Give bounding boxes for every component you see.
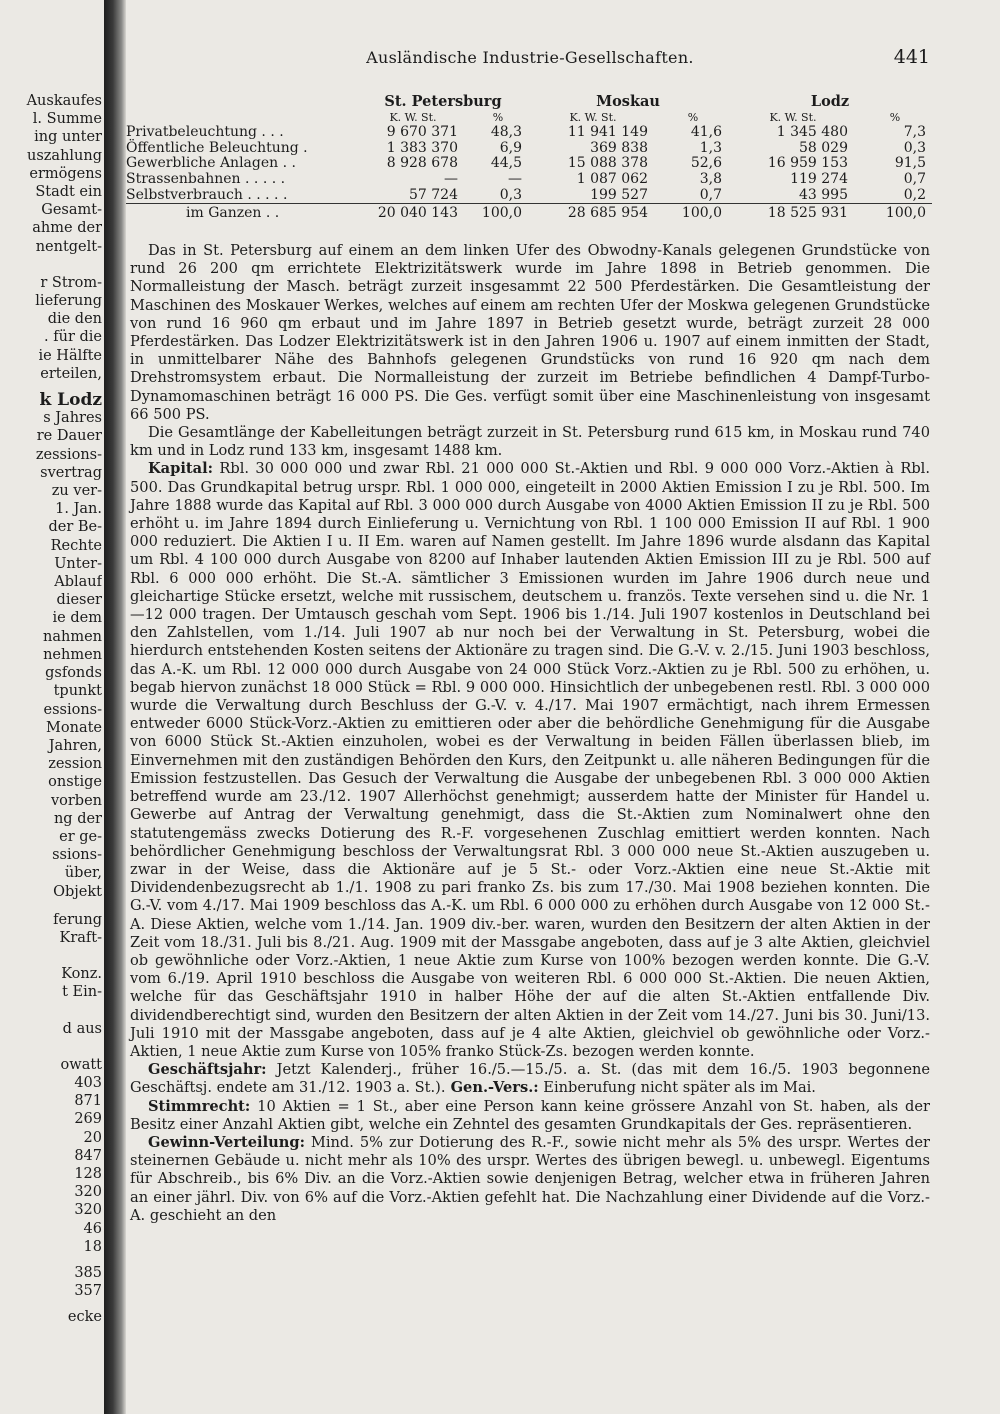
margin-fragment-line: Jahren, — [48, 737, 102, 754]
margin-fragment-line: über, — [64, 865, 102, 882]
cell-lodz-kws: 1 345 480 — [776, 124, 848, 141]
margin-fragment-line: Objekt — [53, 883, 102, 900]
margin-fragment-line: 357 — [74, 1283, 102, 1300]
margin-fragment-line: onstige — [48, 774, 102, 791]
article-body — [130, 242, 930, 1225]
unit-pct: % — [492, 110, 504, 124]
cell-spb-pct: 0,3 — [499, 186, 522, 203]
margin-fragment-line: nentgelt- — [35, 238, 102, 255]
paragraph-lead: Stimmrecht: — [148, 1097, 251, 1115]
margin-fragment-line: ermögens — [29, 165, 102, 182]
margin-fragment-line: l. Summe — [32, 111, 102, 128]
margin-fragment-line: der Be- — [48, 519, 102, 536]
running-title: Ausländische Industrie-Gesellschaften. — [366, 48, 694, 67]
margin-fragment-line: dieser — [56, 592, 102, 609]
paragraph-lead: Geschäftsjahr: — [148, 1061, 267, 1079]
margin-fragment-line: ie Hälfte — [38, 347, 102, 364]
total-lodz-pct: 100,0 — [858, 204, 932, 222]
cell-spb-kws: 1 383 370 — [386, 139, 458, 156]
margin-fragment-line: tpunkt — [53, 683, 102, 700]
margin-fragment-line: Auskaufes — [26, 93, 102, 109]
row-label: Privatbeleuchtung . . . — [126, 124, 284, 141]
total-spb-kws: 20 040 143 — [358, 204, 468, 222]
cell-spb-pct: 44,5 — [490, 155, 522, 172]
row-label: Strassenbahnen . . . . . — [126, 170, 286, 187]
margin-fragment-line: 385 — [74, 1264, 102, 1281]
margin-fragment-line: 320 — [74, 1184, 102, 1201]
city-header-stpetersburg: St. Petersburg — [384, 93, 502, 110]
unit-kws: K. W. St. — [389, 110, 437, 124]
margin-fragment-line: ng der — [53, 810, 102, 827]
margin-fragment-line: 18 — [83, 1238, 102, 1255]
cell-lodz-kws: 119 274 — [790, 170, 848, 187]
cell-lodz-kws: 43 995 — [799, 186, 848, 203]
table-row — [126, 156, 932, 172]
table-city-header-row — [126, 94, 932, 110]
cell-spb-kws: 9 670 371 — [386, 124, 458, 141]
cell-lodz-pct: 91,5 — [894, 155, 926, 172]
paragraph-stimmrecht — [130, 1098, 930, 1134]
paragraph-works — [130, 242, 930, 424]
cell-lodz-pct: 0,7 — [903, 170, 926, 187]
margin-fragment-line: 20 — [83, 1129, 102, 1146]
unit-kws: K. W. St. — [769, 110, 817, 124]
unit-kws: K. W. St. — [569, 110, 617, 124]
paragraph-text: Die Gesamtlänge der Kabelleitungen beträgt zurzeit in St. Petersburg rund 615 km, in Moskau rund 740 km und in Lodz rund 133 km, insgesamt 1488 km. — [130, 424, 930, 460]
cell-spb-pct: — — [508, 170, 522, 187]
row-label: Selbstverbrauch . . . . . — [126, 186, 288, 203]
margin-fragment-line: vorben — [50, 792, 102, 809]
cell-lodz-pct: 0,3 — [903, 139, 926, 156]
cell-msk-kws: 1 087 062 — [576, 170, 648, 187]
paragraph-text: Das in St. Petersburg auf einem an dem linken Ufer des Obwodny-Kanals gelegenen Grundstücke von rund 26 200 qm errichtete Elektrizitätswerk wurde im Jahre 1898 in Betrieb genommen. Die Normalleistung der Masch. beträgt zurzeit insgesammt 22 500 Pferdestärken. Die Gesamtleistung der Maschinen des Moskauer Werkes, welches auf einem am rechten Ufer der Moskwa gelegenen Grundstücke von rund 16 960 qm erbaut und im Jahre 1897 in Betrieb gesetzt wurde, beträgt zurzeit 28 000 Pferdestärken. Das Lodzer Elektrizitätswerk ist in den Jahren 1906 u. 1907 auf einem inmitten der Stadt, in unmittelbarer Nähe des Bahnhofs gelegenen Grundstücks von rund 16 920 qm nach dem Drehstromsystem erbaut. Die Normalleistung der zurzeit im Betriebe befindlichen 4 Dampf-Turbo-Dynamomaschinen beträgt 16 000 PS. Die Ges. verfügt somit über eine Maschinenleistung von insgesamt 66 500 PS. — [130, 242, 930, 423]
margin-fragment-line: gsfonds — [45, 665, 102, 682]
margin-fragment-line: Monate — [46, 719, 102, 736]
margin-fragment-line: uszahlung — [27, 147, 102, 164]
margin-fragment-line: . für die — [44, 329, 102, 346]
unit-pct: % — [889, 110, 901, 124]
cell-msk-pct: 41,6 — [690, 124, 722, 141]
paragraph-lead: Gewinn-Verteilung: — [148, 1133, 305, 1151]
margin-fragment-line: 128 — [74, 1165, 102, 1182]
margin-fragment-line: zession — [48, 756, 102, 773]
margin-fragment-line: Ablauf — [54, 574, 102, 591]
margin-fragment-line: t Ein- — [62, 984, 102, 1001]
cell-msk-pct: 1,3 — [699, 139, 722, 156]
cell-msk-pct: 3,8 — [699, 170, 722, 187]
margin-fragment-line: 320 — [74, 1202, 102, 1219]
table-row — [126, 172, 932, 188]
margin-fragment-line: owatt — [60, 1056, 102, 1073]
paragraph-text: Jetzt Kalenderj., früher 16./5.—15./5. a. St. (das mit dem 16./5. 1903 begonnene Geschäftsj. endete am 31./12. 1903 a. St.). — [130, 1061, 930, 1097]
total-label: im Ganzen . . — [126, 204, 358, 222]
cell-msk-pct: 0,7 — [699, 186, 722, 203]
paragraph-lead-genvers: Gen.-Vers.: — [445, 1079, 539, 1097]
cell-spb-pct: 48,3 — [490, 124, 522, 141]
margin-fragment-line: ahme der — [32, 220, 102, 237]
margin-fragment-line: essions- — [43, 701, 102, 718]
cell-msk-kws: 369 838 — [590, 139, 648, 156]
margin-fragment-line: ferung — [53, 911, 102, 928]
margin-fragment-line: zu ver- — [51, 483, 102, 500]
margin-fragment-line: 269 — [74, 1111, 102, 1128]
city-header-moskau: Moskau — [596, 93, 660, 110]
paragraph-text: Einberufung nicht später als im Mai. — [538, 1079, 816, 1097]
margin-fragment-line: svertrag — [40, 464, 102, 481]
paragraph-text: Rbl. 30 000 000 und zwar Rbl. 21 000 000 St.-Aktien und Rbl. 9 000 000 Vorz.-Aktien à Rbl. 500. Das Grundkapital betrug urspr. Rbl. 1 000 000, eingeteilt in 2000 Aktien Emission I zu je Rbl. 500. Im Jahre 1888 wurde das Kapital auf Rbl. 3 000 000 durch Ausgabe von 4000 Aktien Emission II zu je Rbl. 500 erhöht u. im Jahre 1894 durch Einlieferung u. Vernichtung von Rbl. 1 100 000 Emission II auf Rbl. 1 900 000 reduziert. Die Aktien I u. II Em. waren auf Namen gestellt. Im Jahre 1896 wurde alsdann das Kapital um Rbl. 4 100 000 durch Ausgabe von 8200 auf Inhaber lautenden Aktien Emission III zu je Rbl. 500 auf Rbl. 6 000 000 erhöht. Die St.-A. sämtlicher 3 Emissionen wurden im Jahre 1906 durch neue und gleichartige Stücke ersetzt, welche mit russischem, deutschem u. französ. Texte versehen sind u. die Nr. 1—12 000 tragen. Der Umtausch geschah vom Sept. 1906 bis 1./14. Juli 1907 kostenlos in Deutschland bei den Zahlstellen, vom 1./14. Juli 1907 ab nur noch bei der Verwaltung in St. Petersburg, wobei die hierdurch entstehenden Kosten seitens der Aktionäre zu tragen sind. Die G.-V. v. 2./15. Juni 1903 beschloss, das A.-K. um Rbl. 12 000 000 durch Ausgabe von 24 000 Stück Vorz.-Aktien zu je Rbl. 500 zu erhöhen, u. begab hiervon zunächst 18 000 Stück = Rbl. 9 000 000. Hinsichtlich der unbegebenen restl. Rbl. 3 000 000 wurde die Verwaltung durch Beschluss der G.-V. v. 4./17. Mai 1907 ermächtigt, nach ihrem Ermessen entweder 6000 Stück-Vorz.-Aktien zu emittieren oder aber die behördliche Genehmigung für die Ausgabe von 6000 Stück St.-Aktien einzuholen, wobei es der Verwaltung in beiden Fällen überlassen blieb, im Einvernehmen mit den zuständigen Behörden den Kurs, den Zeitpunkt u. alle näheren Bedingungen für die Emission festzustellen. Das Gesuch der Verwaltung die Ausgabe der unbegebenen Rbl. 3 000 000 Aktien betreffend wurde am 23./12. 1907 Allerhöchst genehmigt; ausserdem hatte der Minister für Handel u. Gewerbe auf Antrag der Verwaltung genehmigt, dass die St.-Aktien zum Nominalwert ohne den statutengemäss zwecks Dotierung des R.-F. vorgesehenen Zuschlag emittiert werden konnten. Nach behördlicher Genehmigung beschloss der Verwaltungsrat Rbl. 3 000 000 neue St.-Aktien auszugeben u. zwar in der Weise, dass die Aktionäre auf je 5 St.- oder Vorz.-Aktien eine neue St.-Aktie mit Dividendenbezugsrecht ab 1./1. 1908 zu pari franko Zs. bis zum 17./30. Mai 1908 beziehen konnten. Die G.-V. vom 4./17. Mai 1909 beschloss das A.-K. um Rbl. 6 000 000 zu erhöhen durch Ausgabe von 12 000 St.-A. Diese Aktien, welche vom 1./14. Jan. 1909 div.-ber. waren, wurden den Besitzern der alten Aktien in der Zeit vom 18./31. Juli bis 8./21. Aug. 1909 mit der Massgabe angeboten, dass auf je 3 alte Aktien, gleichviel ob gewöhnliche oder Vorz.-Aktien, 1 neue Aktie zum Kurse von 100% bezogen werden konnte. Die G.-V. vom 6./19. April 1910 beschloss die Ausgabe von weiteren Rbl. 6 000 000 St.-Aktien. Die neuen Aktien, welche für das Geschäftsjahr 1910 in halber Höhe der auf die alten St.-Aktien entfallende Div. dividendberechtigt sind, wurden den Besitzern der alten Aktien in der Zeit vom 14./27. Juni bis 30. Juni/13. Juli 1910 mit der Massgabe angeboten, dass auf je 4 alte Aktien, gleichviel ob gewöhnliche oder Vorz.-Aktien, 1 neue Aktie zum Kurse von 105% franko Stück-Zs. bezogen werden konnte. — [130, 460, 930, 1060]
paragraph-geschaeftsjahr — [130, 1061, 930, 1097]
facing-page-margin-fragments — [0, 92, 102, 1327]
cell-msk-kws: 199 527 — [590, 186, 648, 203]
unit-pct: % — [687, 110, 699, 124]
margin-heading: k Lodz — [39, 391, 102, 410]
table-row — [126, 125, 932, 141]
margin-fragment-line: Rechte — [50, 537, 102, 554]
margin-fragment-line: d aus — [62, 1020, 102, 1037]
table-total-row — [126, 204, 932, 222]
page-number: 441 — [893, 46, 930, 68]
margin-fragment-line: erteilen, — [40, 365, 102, 382]
margin-fragment-line: 847 — [74, 1147, 102, 1164]
margin-fragment-line: re Dauer — [36, 428, 102, 445]
margin-fragment-line: Gesamt- — [41, 202, 102, 219]
row-label: Gewerbliche Anlagen . . — [126, 155, 296, 172]
table-row — [126, 141, 932, 157]
row-label: Öffentliche Beleuchtung . — [126, 139, 308, 156]
margin-fragment-line: ssions- — [52, 847, 102, 864]
margin-fragment-line: nehmen — [43, 646, 102, 663]
cell-lodz-pct: 0,2 — [903, 186, 926, 203]
cell-spb-kws: 57 724 — [409, 186, 458, 203]
margin-fragment-line: nahmen — [43, 628, 102, 645]
cell-msk-pct: 52,6 — [690, 155, 722, 172]
running-header — [130, 48, 930, 72]
margin-fragment-line: Konz. — [61, 966, 102, 983]
margin-fragment-line: 1. Jan. — [55, 501, 102, 518]
margin-fragment-line: die den — [47, 311, 102, 328]
electricity-consumption-table — [126, 94, 932, 222]
margin-fragment-line: zessions- — [35, 446, 102, 463]
margin-fragment-line: 46 — [83, 1220, 102, 1237]
cell-msk-kws: 15 088 378 — [567, 155, 648, 172]
total-lodz-kws: 18 525 931 — [728, 204, 858, 222]
cell-spb-kws: 8 928 678 — [386, 155, 458, 172]
cell-msk-kws: 11 941 149 — [567, 124, 648, 141]
book-gutter-shadow — [104, 0, 126, 1414]
cell-spb-kws: — — [444, 170, 458, 187]
paragraph-text: 10 Aktien = 1 St., aber eine Person kann keine grössere Anzahl von St. haben, als der Besitz einer Anzahl Aktien gibt, welche ein Zehntel des gesamten Grundkapitals der Ges. repräsentieren. — [130, 1097, 930, 1133]
margin-fragment-line: s Jahres — [43, 410, 102, 427]
paragraph-gewinn — [130, 1134, 930, 1225]
margin-fragment-line: Unter- — [54, 555, 102, 572]
margin-fragment-line: lieferung — [35, 293, 102, 310]
margin-fragment-line: ie dem — [52, 610, 102, 627]
margin-fragment-line: Stadt ein — [35, 184, 102, 201]
table-unit-header-row — [126, 110, 932, 126]
margin-fragment-line: 403 — [74, 1074, 102, 1091]
total-msk-pct: 100,0 — [658, 204, 728, 222]
city-header-lodz: Lodz — [810, 93, 850, 110]
cell-lodz-pct: 7,3 — [903, 124, 926, 141]
paragraph-text: Mind. 5% zur Dotierung des R.-F., sowie nicht mehr als 5% des urspr. Wertes der steinernen Gebäude u. nicht mehr als 10% des urspr. Wertes des übrigen bewegl. u. unbewegl. Eigentums für Abschreib., bis 6% Div. an die Vorz.-Aktien sowie denjenigen Betrag, welcher etwa in früheren Jahren an einer jährl. Div. von 6% auf die Vorz.-Aktien gefehlt hat. Die Nachzahlung einer Dividende auf die Vorz.-A. geschieht an den — [130, 1133, 930, 1224]
table-row — [126, 188, 932, 204]
margin-fragment-line: r Strom- — [40, 274, 102, 291]
paragraph-kapital — [130, 460, 930, 1061]
margin-fragment-line: ing unter — [34, 129, 102, 146]
cell-lodz-kws: 58 029 — [799, 139, 848, 156]
total-msk-kws: 28 685 954 — [528, 204, 658, 222]
margin-fragment-line: Kraft- — [59, 929, 102, 946]
cell-spb-pct: 6,9 — [499, 139, 522, 156]
paragraph-cables — [130, 424, 930, 460]
margin-fragment-line: ecke — [67, 1309, 102, 1326]
margin-fragment-line: 871 — [74, 1093, 102, 1110]
paragraph-lead: Kapital: — [148, 460, 214, 478]
cell-lodz-kws: 16 959 153 — [767, 155, 848, 172]
total-spb-pct: 100,0 — [468, 204, 528, 222]
margin-fragment-line: er ge- — [59, 828, 102, 845]
